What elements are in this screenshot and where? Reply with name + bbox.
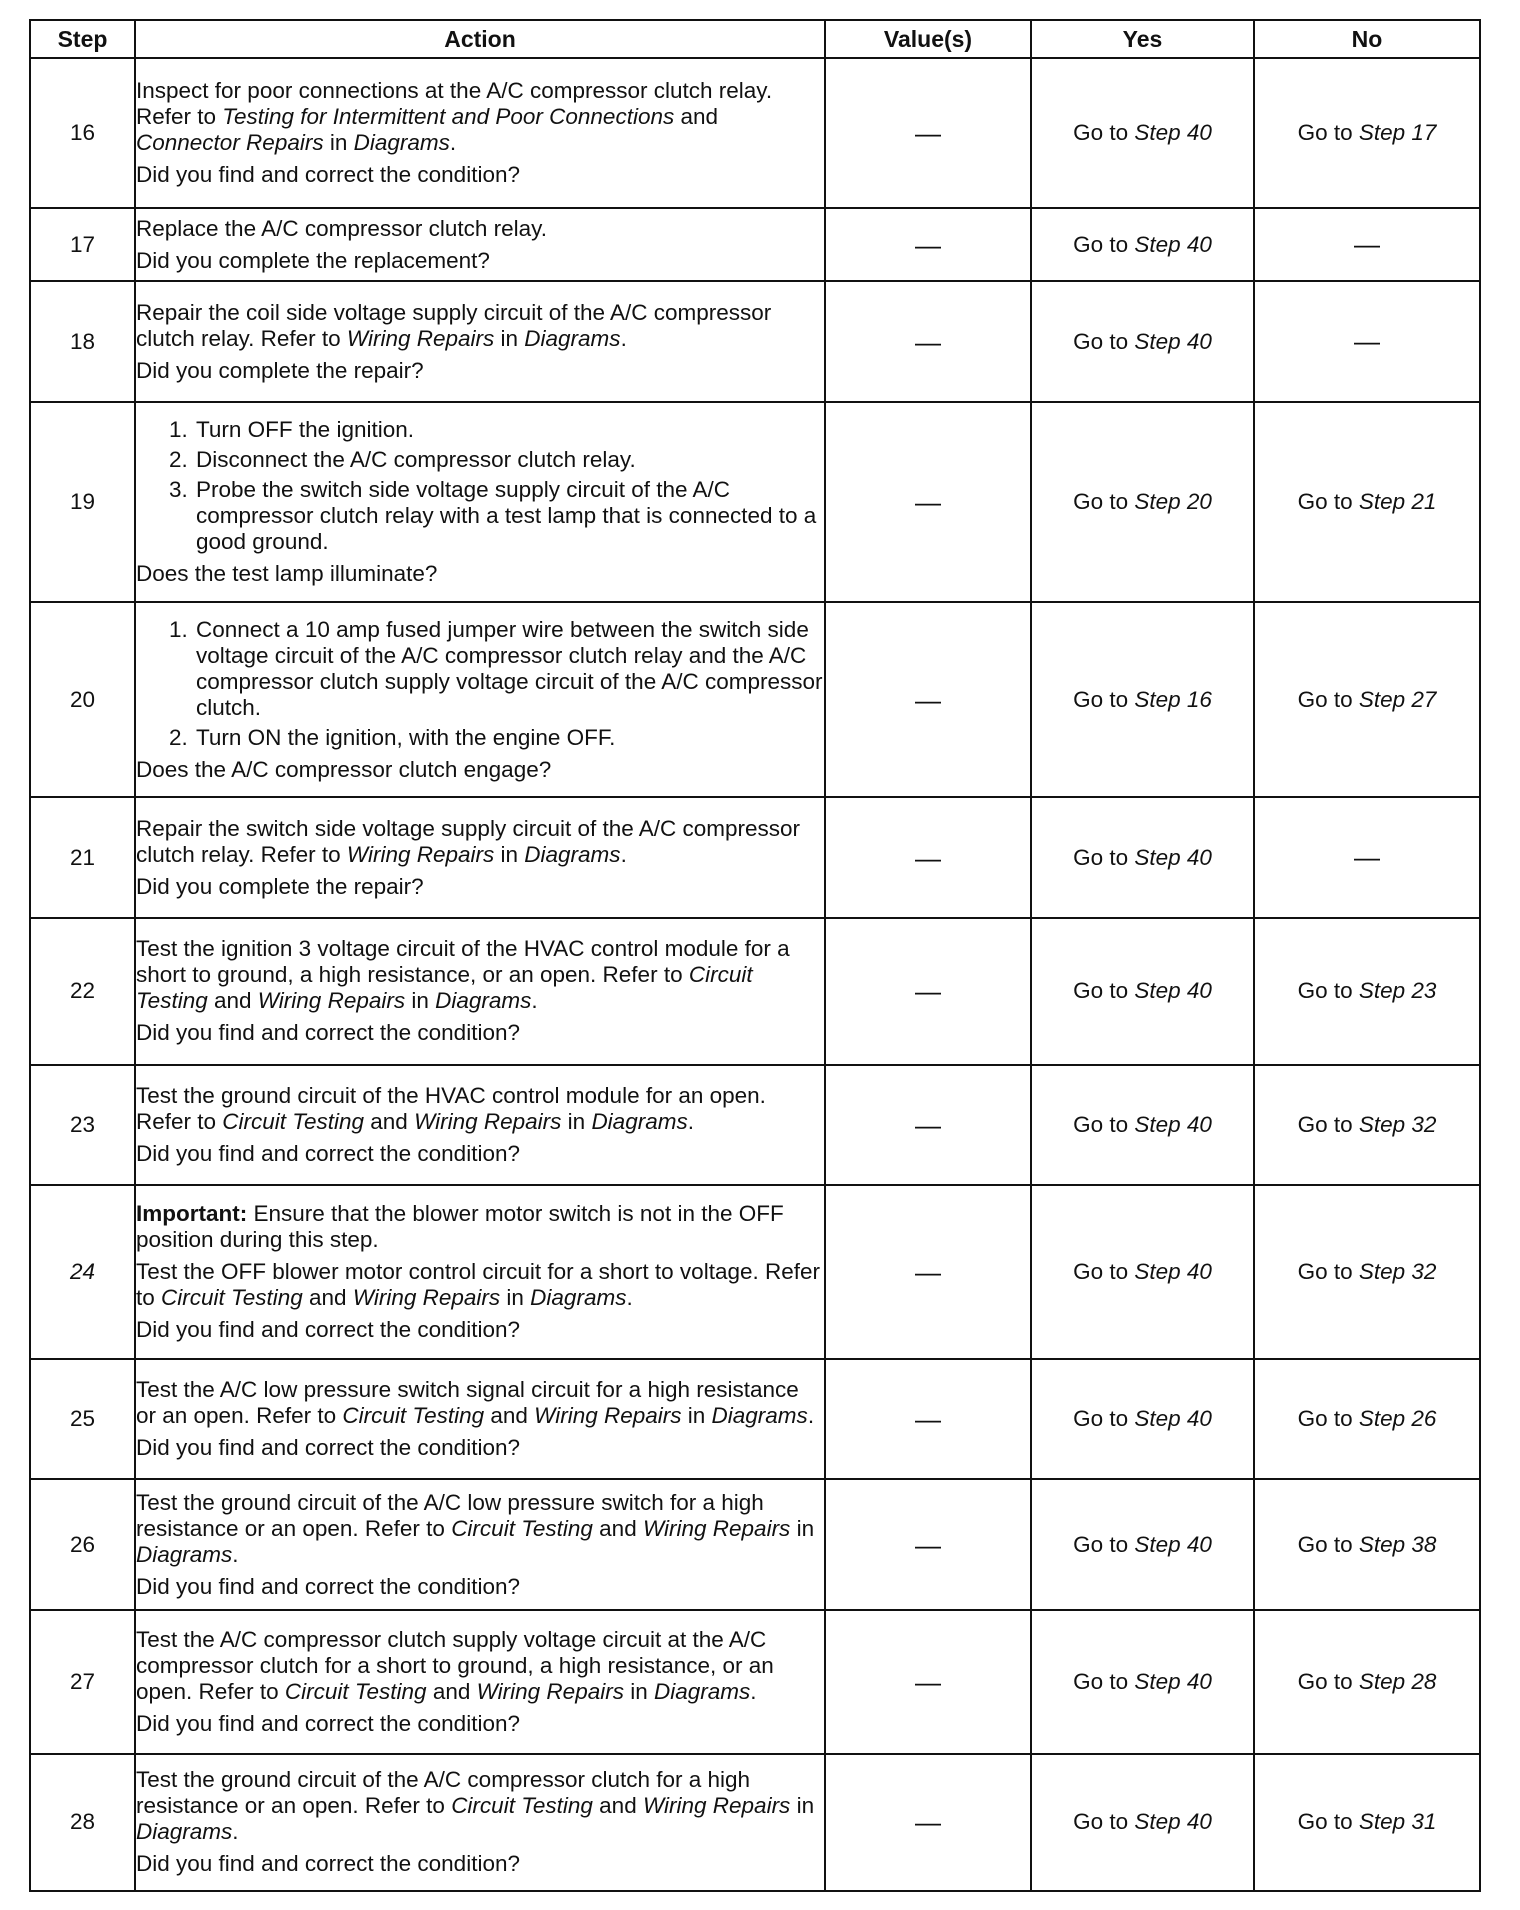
action-instruction <box>136 1083 824 1135</box>
goto-label: Go to <box>1073 1531 1135 1557</box>
step-cell <box>30 1359 135 1480</box>
yes-cell <box>1031 1610 1254 1754</box>
step-number: 17 <box>69 231 96 257</box>
table-row <box>30 602 1480 797</box>
action-text: Repair the coil side voltage supply circuit of the A/C compressor clutch relay. Refer to <box>136 299 772 351</box>
action-text: . <box>620 325 627 351</box>
action-instruction <box>136 1767 824 1845</box>
table-row <box>30 1754 1480 1891</box>
reference-text: Testing for Intermittent and Poor Connections <box>222 103 675 129</box>
action-text: Test the ground circuit of the HVAC control module for an open. Refer to <box>136 1082 766 1134</box>
goto-step-link: Step 40 <box>1134 1111 1212 1137</box>
action-cell <box>135 281 825 402</box>
action-instruction <box>136 1377 824 1429</box>
goto-step-link: Step 38 <box>1358 1531 1437 1557</box>
table-header-row <box>30 20 1480 58</box>
goto-step-link: Step 40 <box>1134 844 1212 870</box>
reference-text: Circuit Testing <box>451 1515 593 1541</box>
goto-step-link: Step 23 <box>1358 978 1437 1004</box>
action-cell <box>135 602 825 797</box>
action-question: Does the test lamp illuminate? <box>136 560 438 586</box>
yes-cell <box>1031 797 1254 918</box>
reference-text: Wiring Repairs <box>476 1678 624 1704</box>
step-cell <box>30 1065 135 1186</box>
step-cell <box>30 797 135 918</box>
yes-cell <box>1031 1359 1254 1480</box>
step-cell <box>30 1185 135 1358</box>
action-question: Did you find and correct the condition? <box>136 1710 520 1736</box>
step-number: 21 <box>69 844 96 870</box>
action-text: and <box>592 1515 643 1541</box>
action-text: . <box>620 841 627 867</box>
action-text: . <box>531 988 538 1014</box>
step-number: 22 <box>69 978 96 1004</box>
action-question: Did you find and correct the condition? <box>136 161 520 187</box>
goto-label: Go to <box>1073 844 1135 870</box>
action-text: in <box>500 1285 531 1310</box>
goto-step-link: Step 40 <box>1134 978 1212 1004</box>
action-text: Repair the switch side voltage supply circuit of the A/C compressor clutch relay. Refer to <box>136 815 801 867</box>
step-number: 28 <box>69 1809 96 1835</box>
yes-cell <box>1031 1065 1254 1186</box>
action-instruction <box>136 1627 824 1705</box>
step-number: 27 <box>69 1668 96 1694</box>
action-text: Test the A/C low pressure switch signal circuit for a high resistance or an open. Refer to <box>136 1377 799 1429</box>
action-text: Test the ground circuit of the A/C low pressure switch for a high resistance or an open. Refer to <box>136 1489 764 1541</box>
step-cell <box>30 402 135 602</box>
reference-text: Diagrams <box>524 325 621 351</box>
action-question: Did you find and correct the condition? <box>136 1317 520 1342</box>
goto-step-link: Step 20 <box>1134 488 1212 514</box>
action-step-item: 3. Probe the switch side voltage supply circuit of the A/C compressor clutch relay with a test lamp that is connected to a good ground. <box>194 477 824 555</box>
table-row <box>30 1185 1480 1358</box>
value-cell: — <box>825 1479 1031 1609</box>
goto-step-link: Step 21 <box>1358 488 1437 514</box>
reference-text: Circuit Testing <box>342 1403 485 1429</box>
action-text: in <box>494 325 525 351</box>
goto-label: Go to <box>1073 1406 1135 1432</box>
action-text: in <box>623 1678 654 1704</box>
important-label: Important: <box>136 1201 248 1226</box>
goto-label: Go to <box>1073 1259 1135 1284</box>
no-cell <box>1254 1359 1480 1480</box>
goto-step-link: Step 17 <box>1358 119 1437 145</box>
step-number: 20 <box>69 686 96 712</box>
goto-step-link: Step 40 <box>1134 119 1212 145</box>
yes-cell <box>1031 602 1254 797</box>
yes-cell <box>1031 1479 1254 1609</box>
yes-cell <box>1031 918 1254 1064</box>
action-text: in <box>323 129 354 155</box>
step-number: 25 <box>69 1406 96 1432</box>
step-cell <box>30 1754 135 1891</box>
action-text: and <box>592 1793 643 1819</box>
goto-label: Go to <box>1073 1668 1135 1694</box>
action-instruction <box>136 300 824 352</box>
yes-cell <box>1031 281 1254 402</box>
step-number: 16 <box>69 119 96 145</box>
table-row <box>30 281 1480 402</box>
reference-text: Diagrams <box>353 129 450 155</box>
goto-label: Go to <box>1297 1531 1359 1557</box>
action-cell <box>135 918 825 1064</box>
action-text: . <box>232 1819 239 1845</box>
table-row <box>30 58 1480 208</box>
step-cell <box>30 208 135 281</box>
action-text: . <box>687 1108 694 1134</box>
no-dash: — <box>1354 228 1380 259</box>
goto-step-link: Step 40 <box>1134 328 1212 354</box>
header-step: Step <box>30 20 135 58</box>
action-text: and <box>484 1403 535 1429</box>
value-cell: — <box>825 402 1031 602</box>
header-values: Value(s) <box>825 20 1031 58</box>
reference-text: Circuit Testing <box>284 1678 427 1704</box>
goto-step-link: Step 40 <box>1134 1809 1212 1835</box>
no-cell <box>1254 1754 1480 1891</box>
yes-cell <box>1031 402 1254 602</box>
no-cell <box>1254 281 1480 402</box>
no-cell <box>1254 797 1480 918</box>
important-note <box>136 1201 824 1253</box>
reference-text: Diagrams <box>435 988 532 1014</box>
action-text: Replace the A/C compressor clutch relay. <box>136 215 548 241</box>
table-row <box>30 208 1480 281</box>
action-instruction <box>136 936 824 1014</box>
reference-text: Diagrams <box>711 1403 808 1429</box>
step-cell <box>30 1479 135 1609</box>
action-cell <box>135 1359 825 1480</box>
reference-text: Circuit Testing <box>136 962 753 1014</box>
action-cell <box>135 402 825 602</box>
value-cell: — <box>825 918 1031 1064</box>
goto-step-link: Step 32 <box>1358 1111 1437 1137</box>
yes-cell <box>1031 58 1254 208</box>
reference-text: Diagrams <box>136 1541 233 1567</box>
goto-label: Go to <box>1297 1668 1359 1694</box>
reference-text: Connector Repairs <box>136 129 324 155</box>
action-question: Did you complete the repair? <box>136 873 424 899</box>
reference-text: Diagrams <box>591 1108 688 1134</box>
table-row <box>30 1065 1480 1186</box>
action-text: Test the OFF blower motor control circuit for a short to voltage. Refer to <box>136 1259 821 1310</box>
action-instruction <box>136 78 824 156</box>
action-cell <box>135 1754 825 1891</box>
action-text: Test the A/C compressor clutch supply voltage circuit at the A/C compressor clutch for a short to ground, a high resistance, or an open. Refer to <box>136 1626 774 1704</box>
goto-label: Go to <box>1073 231 1135 257</box>
header-action: Action <box>135 20 825 58</box>
action-text: in <box>405 988 436 1014</box>
value-cell: — <box>825 208 1031 281</box>
action-question: Did you complete the repair? <box>136 357 424 383</box>
table-body <box>30 58 1480 1891</box>
action-cell <box>135 1479 825 1609</box>
step-cell <box>30 918 135 1064</box>
action-step-item: 1. Connect a 10 amp fused jumper wire between the switch side voltage circuit of the A/C compressor clutch relay and the A/C compressor clutch supply voltage circuit of the A/C compressor clutch. <box>194 617 824 721</box>
no-cell <box>1254 58 1480 208</box>
reference-text: Circuit Testing <box>161 1285 303 1310</box>
step-number: 26 <box>69 1531 96 1557</box>
action-question: Did you find and correct the condition? <box>136 1435 520 1461</box>
goto-step-link: Step 40 <box>1134 1406 1212 1432</box>
step-cell <box>30 602 135 797</box>
goto-label: Go to <box>1073 978 1135 1004</box>
action-cell <box>135 1610 825 1754</box>
action-question: Did you find and correct the condition? <box>136 1140 520 1166</box>
action-text: in <box>494 841 525 867</box>
table-row <box>30 1359 1480 1480</box>
goto-label: Go to <box>1073 686 1135 712</box>
action-question: Did you find and correct the condition? <box>136 1573 520 1599</box>
goto-step-link: Step 40 <box>1134 1259 1212 1284</box>
no-cell <box>1254 1479 1480 1609</box>
action-text: and <box>426 1678 477 1704</box>
value-cell: — <box>825 281 1031 402</box>
goto-step-link: Step 28 <box>1358 1668 1437 1694</box>
step-number: 18 <box>69 328 96 354</box>
no-dash: — <box>1354 841 1380 872</box>
goto-label: Go to <box>1073 1111 1135 1137</box>
no-cell <box>1254 602 1480 797</box>
action-text: . <box>449 129 457 155</box>
action-text: Test the ignition 3 voltage circuit of the HVAC control module for a short to ground, a high resistance, or an open. Refer to <box>136 936 790 988</box>
action-text: . <box>626 1285 633 1310</box>
action-text: in <box>790 1793 815 1819</box>
action-cell <box>135 58 825 208</box>
goto-step-link: Step 40 <box>1134 231 1212 257</box>
value-cell: — <box>825 1610 1031 1754</box>
table-row <box>30 402 1480 602</box>
action-step-item: 1. Turn OFF the ignition. <box>194 417 824 443</box>
header-no: No <box>1254 20 1480 58</box>
no-dash: — <box>1354 325 1380 356</box>
reference-text: Diagrams <box>524 841 621 867</box>
action-cell <box>135 797 825 918</box>
action-question: Does the A/C compressor clutch engage? <box>136 756 552 782</box>
value-cell: — <box>825 1359 1031 1480</box>
header-yes: Yes <box>1031 20 1254 58</box>
action-cell <box>135 208 825 281</box>
step-cell <box>30 1610 135 1754</box>
action-steps-list <box>136 617 824 751</box>
goto-label: Go to <box>1073 119 1135 145</box>
value-cell: — <box>825 797 1031 918</box>
reference-text: Wiring Repairs <box>534 1403 682 1429</box>
action-text: . <box>807 1403 815 1429</box>
reference-text: Wiring Repairs <box>642 1515 791 1541</box>
action-instruction <box>136 216 824 242</box>
yes-cell <box>1031 208 1254 281</box>
value-cell: — <box>825 58 1031 208</box>
no-cell <box>1254 208 1480 281</box>
goto-step-link: Step 32 <box>1358 1259 1437 1284</box>
goto-step-link: Step 27 <box>1358 686 1437 712</box>
goto-label: Go to <box>1297 1259 1359 1284</box>
value-cell: — <box>825 602 1031 797</box>
no-cell <box>1254 1185 1480 1358</box>
action-text: and <box>674 103 719 129</box>
goto-step-link: Step 31 <box>1358 1809 1437 1835</box>
table-row <box>30 1610 1480 1754</box>
action-text: Inspect for poor connections at the A/C compressor clutch relay. Refer to <box>136 77 773 129</box>
action-text: and <box>302 1285 353 1310</box>
value-cell: — <box>825 1065 1031 1186</box>
goto-label: Go to <box>1297 1111 1359 1137</box>
action-instruction <box>136 1259 824 1311</box>
action-text: . <box>750 1678 757 1704</box>
goto-label: Go to <box>1297 119 1359 145</box>
reference-text: Diagrams <box>136 1819 233 1845</box>
value-cell: — <box>825 1754 1031 1891</box>
step-number: 19 <box>69 488 96 514</box>
action-text: Test the ground circuit of the A/C compressor clutch for a high resistance or an open. Refer to <box>136 1767 751 1819</box>
goto-label: Go to <box>1297 488 1359 514</box>
action-text: . <box>232 1541 239 1567</box>
action-question: Did you find and correct the condition? <box>136 1851 520 1877</box>
table-row <box>30 1479 1480 1609</box>
step-number: 24 <box>69 1259 96 1284</box>
action-question: Did you find and correct the condition? <box>136 1020 520 1046</box>
action-text: in <box>681 1403 712 1429</box>
goto-step-link: Step 16 <box>1134 686 1212 712</box>
reference-text: Wiring Repairs <box>352 1285 501 1310</box>
action-instruction <box>136 1490 824 1568</box>
reference-text: Wiring Repairs <box>346 325 495 351</box>
diagnostic-table <box>29 19 1481 1892</box>
action-instruction <box>136 816 824 868</box>
goto-step-link: Step 40 <box>1134 1668 1212 1694</box>
reference-text: Diagrams <box>653 1678 751 1704</box>
important-text: Ensure that the blower motor switch is not in the OFF position during this step. <box>136 1201 784 1252</box>
table-row <box>30 918 1480 1064</box>
step-number: 23 <box>69 1111 96 1137</box>
reference-text: Circuit Testing <box>222 1108 365 1134</box>
no-cell <box>1254 1065 1480 1186</box>
goto-step-link: Step 26 <box>1358 1406 1437 1432</box>
reference-text: Circuit Testing <box>451 1793 593 1819</box>
reference-text: Wiring Repairs <box>642 1793 791 1819</box>
action-text: and <box>364 1108 415 1134</box>
no-cell <box>1254 402 1480 602</box>
action-cell <box>135 1185 825 1358</box>
action-cell <box>135 1065 825 1186</box>
no-cell <box>1254 1610 1480 1754</box>
reference-text: Wiring Repairs <box>346 841 495 867</box>
goto-label: Go to <box>1297 1809 1359 1835</box>
yes-cell <box>1031 1185 1254 1358</box>
goto-label: Go to <box>1073 1809 1135 1835</box>
action-step-item: 2. Turn ON the ignition, with the engine OFF. <box>194 725 824 751</box>
action-text: in <box>561 1108 592 1134</box>
step-cell <box>30 281 135 402</box>
reference-text: Wiring Repairs <box>257 988 406 1014</box>
goto-label: Go to <box>1297 686 1359 712</box>
no-cell <box>1254 918 1480 1064</box>
goto-step-link: Step 40 <box>1134 1531 1212 1557</box>
action-step-item: 2. Disconnect the A/C compressor clutch relay. <box>194 447 824 473</box>
goto-label: Go to <box>1073 488 1135 514</box>
reference-text: Diagrams <box>530 1285 627 1310</box>
reference-text: Wiring Repairs <box>414 1108 562 1134</box>
action-question: Did you complete the replacement? <box>136 247 490 273</box>
table-row <box>30 797 1480 918</box>
action-steps-list <box>136 417 824 555</box>
step-cell <box>30 58 135 208</box>
action-text: and <box>207 988 258 1014</box>
goto-label: Go to <box>1297 1406 1359 1432</box>
action-text: in <box>790 1515 815 1541</box>
value-cell: — <box>825 1185 1031 1358</box>
goto-label: Go to <box>1073 328 1135 354</box>
yes-cell <box>1031 1754 1254 1891</box>
goto-label: Go to <box>1297 978 1359 1004</box>
